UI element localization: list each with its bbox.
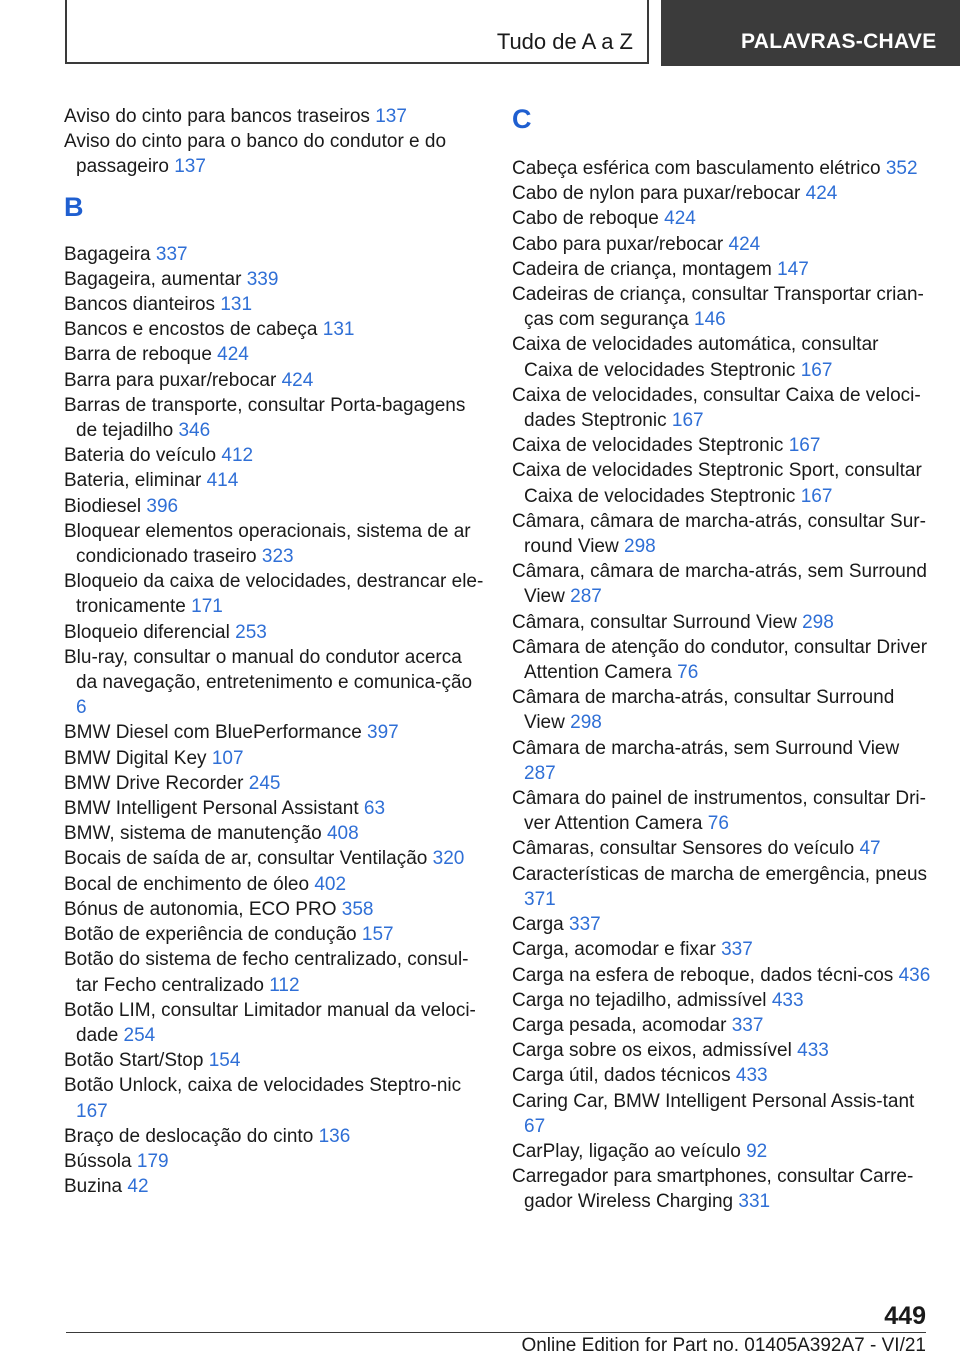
index-page-link[interactable]: 154	[208, 1050, 241, 1072]
index-entry-text: Câmara de atenção do condutor, consultar Driver Attention Camera	[512, 636, 928, 684]
index-entry-text: Braço de deslocação do cinto	[64, 1125, 319, 1147]
index-entry-text: Biodiesel	[64, 495, 147, 517]
index-page-link[interactable]: 67	[524, 1115, 546, 1137]
index-entry	[64, 796, 484, 821]
index-entry-text: Botão Start/Stop	[64, 1050, 209, 1072]
index-entry-text: Câmara, câmara de marcha-atrás, sem Surround View	[512, 561, 927, 608]
index-entry-text: Câmara de marcha-atrás, sem Surround View	[512, 737, 900, 759]
index-page-link[interactable]: 6	[76, 697, 87, 719]
index-entry-text: Blu-ray, consultar o manual do condutor acerca da navegação, entretenimento e comunica-ção	[64, 646, 473, 694]
index-entry	[64, 645, 484, 721]
index-entry-text: Caring Car, BMW Intelligent Personal Assis-tant	[512, 1090, 915, 1112]
index-page-link[interactable]: 63	[363, 798, 386, 820]
index-entry-text: Botão LIM, consultar Limitador manual da veloci-dade	[64, 999, 476, 1046]
index-page-link[interactable]: 76	[707, 813, 729, 835]
index-entry-text: BMW, sistema de manutenção	[64, 823, 327, 845]
index-entry-text: Cabo para puxar/rebocar	[512, 233, 729, 255]
index-entry-text: Bloqueio da caixa de velocidades, destrancar ele-tronicamente	[64, 571, 484, 618]
index-entry	[512, 1063, 932, 1088]
index-entry-text: Cabeça esférica com basculamento elétrico	[512, 158, 886, 179]
index-page-link[interactable]: 433	[735, 1065, 768, 1087]
index-page-link[interactable]: 358	[341, 898, 374, 920]
index-page-link[interactable]: 245	[248, 772, 281, 794]
index-entry-text: Botão de experiência de condução	[64, 924, 362, 946]
index-entry-text: Bocais de saída de ar, consultar Ventilação	[64, 848, 433, 870]
index-entry-text: Câmara, consultar Surround View	[512, 611, 803, 633]
index-entry-text: Barra para puxar/rebocar	[64, 369, 282, 391]
index-entry	[512, 206, 932, 231]
index-page-link[interactable]: 337	[721, 939, 753, 961]
index-entry-text: Aviso do cinto para o banco do condutor e do passageiro	[64, 131, 447, 178]
index-page-link[interactable]: 424	[728, 233, 761, 255]
index-entry	[64, 1073, 484, 1123]
index-entry-text: Caixa de velocidades Steptronic Sport, consultar Caixa de velocidades Steptronic	[512, 460, 922, 507]
index-page-link[interactable]: 254	[123, 1024, 156, 1046]
index-page-link[interactable]: 352	[885, 158, 918, 179]
index-page-link[interactable]: 298	[802, 611, 834, 633]
index-entry-text: Características de marcha de emergência, pneus	[512, 863, 928, 885]
index-entry	[64, 468, 484, 493]
index-entry	[512, 181, 932, 206]
index-page-link[interactable]: 408	[326, 823, 359, 845]
index-page-link[interactable]: 424	[281, 369, 314, 391]
index-entry-text: Câmara do painel de instrumentos, consultar Dri-ver Attention Camera	[512, 788, 926, 835]
index-page-link[interactable]: 47	[859, 838, 881, 860]
footer-edition-text: Online Edition for Part no. 01405A392A7 - VI/21	[521, 1335, 926, 1356]
index-entry	[64, 620, 484, 645]
index-entry	[64, 267, 484, 292]
index-entry	[64, 1149, 484, 1174]
index-entry	[512, 786, 932, 836]
index-page-link[interactable]: 146	[694, 309, 726, 331]
index-page-link[interactable]: 346	[178, 420, 211, 442]
index-entry	[512, 1013, 932, 1038]
index-page-link[interactable]: 167	[671, 410, 704, 432]
index-column-left	[64, 104, 484, 1199]
index-entry-text: Bónus de autonomia, ECO PRO	[64, 898, 342, 920]
index-entry	[64, 494, 484, 519]
index-entry-text: Bússola	[64, 1150, 137, 1172]
index-entry	[512, 685, 932, 735]
index-entry-text: Carga no tejadilho, admissível	[512, 989, 772, 1011]
index-entry-text: Bagageira	[64, 243, 156, 265]
index-entry-text: Bloqueio diferencial	[64, 621, 236, 643]
index-entry	[64, 746, 484, 771]
index-entry-text: Câmara, câmara de marcha-atrás, consultar Sur-round View	[512, 510, 926, 558]
index-page-link[interactable]: 287	[524, 762, 556, 784]
index-page-link[interactable]: 424	[217, 344, 249, 366]
index-group-c	[512, 156, 932, 1215]
index-entry	[64, 519, 484, 569]
index-page-link[interactable]: 339	[246, 268, 279, 290]
index-entry	[512, 912, 932, 937]
index-entry-text: Caixa de velocidades, consultar Caixa de veloci-dades Steptronic	[512, 384, 921, 432]
index-entry-text: Botão do sistema de fecho centralizado, consul-tar Fecho centralizado	[64, 949, 469, 996]
index-entry	[512, 332, 932, 382]
index-group-a-continued	[64, 104, 484, 180]
index-page-link[interactable]: 92	[746, 1140, 768, 1162]
index-entry	[512, 559, 932, 609]
index-page-link[interactable]: 137	[375, 106, 407, 127]
index-entry	[512, 937, 932, 962]
index-page-link[interactable]: 396	[146, 495, 179, 517]
index-entry	[512, 282, 932, 332]
index-entry	[64, 393, 484, 443]
index-entry-text: Bateria do veículo	[64, 445, 222, 467]
index-page-link[interactable]: 171	[191, 596, 223, 618]
index-page-link[interactable]: 298	[570, 712, 602, 734]
index-page-link[interactable]: 287	[570, 586, 602, 608]
page-number: 449	[884, 1302, 926, 1330]
index-entry	[512, 383, 932, 433]
index-entry	[64, 342, 484, 367]
index-entry	[64, 1174, 484, 1199]
index-page-link[interactable]: 42	[127, 1176, 149, 1198]
index-entry-text: Bloquear elementos operacionais, sistema de ar condicionado traseiro	[64, 520, 471, 568]
index-page-link[interactable]: 253	[235, 621, 267, 643]
index-entry-text: Cabo de reboque	[512, 208, 665, 230]
index-entry-text: BMW Intelligent Personal Assistant	[64, 798, 364, 820]
index-entry	[64, 897, 484, 922]
index-entry	[64, 947, 484, 997]
index-page-link[interactable]: 323	[261, 546, 294, 568]
index-page-link[interactable]: 131	[220, 294, 253, 316]
index-entry-text: BMW Digital Key	[64, 747, 212, 769]
index-group-b	[64, 242, 484, 1200]
index-entry-text: Carga	[512, 914, 570, 936]
index-entry	[512, 1089, 932, 1139]
index-page-link[interactable]: 157	[361, 924, 394, 946]
index-entry-text: Caixa de velocidades automática, consultar Caixa de velocidades Steptronic	[512, 334, 879, 381]
index-letter-heading-c: C	[512, 104, 532, 134]
index-page-link[interactable]: 167	[76, 1100, 108, 1122]
index-entry	[64, 998, 484, 1048]
index-page-link[interactable]: 131	[322, 319, 355, 341]
index-entry-text: Aviso do cinto para bancos traseiros	[64, 106, 376, 127]
index-entry	[512, 988, 932, 1013]
index-entry	[64, 129, 484, 179]
index-page-link[interactable]: 436	[898, 964, 931, 986]
index-entry	[64, 292, 484, 317]
index-page-link[interactable]: 414	[206, 470, 239, 492]
index-entry	[512, 1038, 932, 1063]
index-page-link[interactable]: 337	[569, 914, 601, 936]
index-page-link[interactable]: 147	[777, 258, 809, 280]
index-column-right	[512, 104, 932, 1215]
index-page-link[interactable]: 136	[318, 1125, 351, 1147]
index-page-link[interactable]: 320	[432, 848, 465, 870]
index-entry	[512, 736, 932, 786]
index-page-link[interactable]: 107	[211, 747, 244, 769]
index-page-link[interactable]: 167	[788, 435, 821, 457]
index-entry	[512, 156, 932, 181]
index-entry-text: Câmaras, consultar Sensores do veículo	[512, 838, 860, 860]
index-entry	[64, 569, 484, 619]
index-page-link[interactable]: 167	[800, 485, 833, 507]
index-entry-text: Bateria, eliminar	[64, 470, 207, 492]
index-entry-text: Barras de transporte, consultar Porta-bagagens de tejadilho	[64, 394, 466, 442]
index-entry	[512, 862, 932, 912]
index-page-link[interactable]: 167	[800, 359, 833, 381]
index-entry	[512, 610, 932, 635]
header-tab	[65, 0, 649, 64]
index-entry	[512, 635, 932, 685]
index-entry	[512, 1139, 932, 1164]
index-entry-text: Caixa de velocidades Steptronic	[512, 435, 789, 457]
index-entry	[64, 443, 484, 468]
header-section-tab	[661, 0, 960, 66]
index-entry	[512, 433, 932, 458]
index-entry	[64, 1124, 484, 1149]
index-page-link[interactable]: 433	[771, 989, 804, 1011]
index-entry-text: Bagageira, aumentar	[64, 268, 247, 290]
index-page-link[interactable]: 371	[524, 888, 556, 910]
index-page-link[interactable]: 112	[269, 974, 300, 996]
index-entry-text: Bancos dianteiros	[64, 294, 221, 316]
index-entry	[512, 458, 932, 508]
index-entry	[64, 368, 484, 393]
index-page-link[interactable]: 397	[367, 722, 399, 744]
index-page-link[interactable]: 424	[664, 208, 696, 230]
index-entry-text: Barra de reboque	[64, 344, 218, 366]
index-page-link[interactable]: 424	[805, 183, 838, 205]
index-entry	[512, 509, 932, 559]
footer-divider	[66, 1332, 926, 1333]
index-page-link[interactable]: 433	[797, 1040, 829, 1062]
index-entry	[64, 846, 484, 871]
index-entry-text: Cadeira de criança, montagem	[512, 258, 778, 280]
index-entry-text: Câmara de marcha-atrás, consultar Surround View	[512, 687, 895, 734]
index-letter-heading-b: B	[64, 191, 84, 222]
index-page-link[interactable]: 331	[738, 1191, 771, 1213]
index-entry	[64, 104, 484, 129]
index-entry	[64, 242, 484, 267]
index-entry-text: Bancos e encostos de cabeça	[64, 319, 323, 341]
index-page-link[interactable]: 337	[155, 243, 188, 265]
index-entry	[64, 872, 484, 897]
index-entry-text: Carga sobre os eixos, admissível	[512, 1040, 798, 1062]
index-entry-text: Cabo de nylon para puxar/rebocar	[512, 183, 806, 205]
index-entry	[512, 836, 932, 861]
index-entry	[512, 963, 932, 988]
index-entry	[64, 922, 484, 947]
index-entry	[512, 1164, 932, 1214]
index-page-link[interactable]: 412	[221, 445, 254, 467]
index-entry-text: CarPlay, ligação ao veículo	[512, 1140, 747, 1162]
index-page-link[interactable]: 402	[314, 873, 347, 895]
index-entry-text: BMW Diesel com BluePerformance	[64, 722, 368, 744]
index-entry	[64, 1048, 484, 1073]
header-tab-label: Tudo de A a Z	[496, 29, 633, 54]
index-entry-text: Bocal de enchimento de óleo	[64, 873, 315, 895]
index-entry-text: Botão Unlock, caixa de velocidades Steptro-nic	[64, 1075, 462, 1097]
index-entry-text: Carga útil, dados técnicos	[512, 1065, 736, 1087]
index-entry	[64, 317, 484, 342]
index-entry	[512, 257, 932, 282]
index-page-link[interactable]: 298	[624, 536, 656, 558]
index-entry-text: Cadeiras de criança, consultar Transportar crian-ças com segurança	[512, 284, 924, 331]
index-entry	[64, 771, 484, 796]
index-entry-text: Carregador para smartphones, consultar Carre-gador Wireless Charging	[512, 1166, 914, 1213]
index-page-link[interactable]: 76	[677, 662, 699, 684]
index-entry	[64, 720, 484, 745]
index-entry-text: Carga pesada, acomodar	[512, 1014, 732, 1036]
index-entry	[64, 821, 484, 846]
index-entry-text: Carga na esfera de reboque, dados técni-cos	[512, 964, 899, 986]
index-entry-text: Buzina	[64, 1176, 128, 1198]
index-page-link[interactable]: 337	[731, 1014, 764, 1036]
header-section-label: PALAVRAS-CHAVE	[741, 30, 937, 53]
index-page-link[interactable]: 137	[174, 156, 206, 178]
index-entry-text: Carga, acomodar e fixar	[512, 939, 722, 961]
index-page-link[interactable]: 179	[136, 1150, 169, 1172]
index-entry	[512, 232, 932, 257]
index-entry-text: BMW Drive Recorder	[64, 772, 249, 794]
